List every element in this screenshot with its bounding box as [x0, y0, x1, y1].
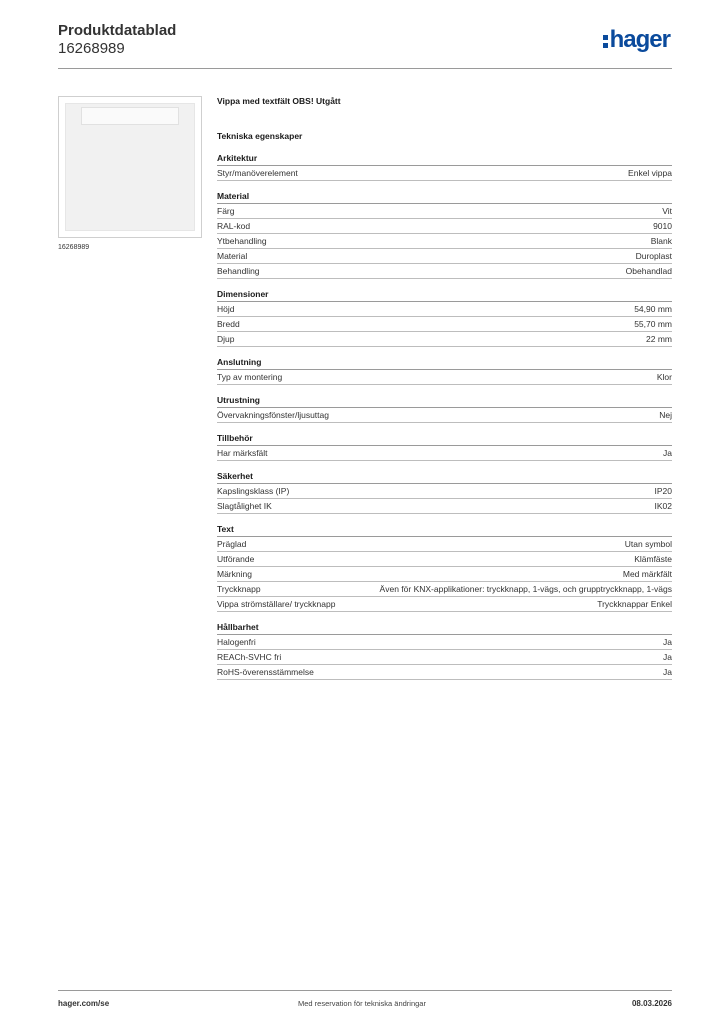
- label-field-window: [81, 107, 179, 125]
- spec-key: Tryckknapp: [217, 584, 261, 594]
- logo-dots-icon: [603, 35, 608, 48]
- spec-row: [217, 408, 672, 423]
- spec-group: [217, 524, 672, 612]
- footer-website: hager.com/se: [58, 999, 110, 1008]
- footer-divider: [58, 990, 672, 991]
- spec-group: [217, 153, 672, 181]
- spec-group-title: Hållbarhet: [217, 622, 672, 635]
- spec-key: Övervakningsfönster/ljusuttag: [217, 410, 329, 420]
- spec-value: Ja: [663, 448, 672, 458]
- spec-row: [217, 219, 672, 234]
- spec-row: [217, 597, 672, 612]
- header-divider: [58, 68, 672, 69]
- spec-row: [217, 665, 672, 680]
- spec-group-title: Material: [217, 191, 672, 204]
- spec-row: [217, 370, 672, 385]
- spec-value: IK02: [654, 501, 672, 511]
- spec-row: [217, 552, 672, 567]
- spec-key: Vippa strömställare/ tryckknapp: [217, 599, 336, 609]
- spec-key: Djup: [217, 334, 235, 344]
- spec-value: Nej: [659, 410, 672, 420]
- spec-row: [217, 484, 672, 499]
- spec-key: Märkning: [217, 569, 252, 579]
- spec-row: [217, 446, 672, 461]
- spec-value: 22 mm: [646, 334, 672, 344]
- spec-group-title: Text: [217, 524, 672, 537]
- spec-content: [217, 96, 672, 690]
- spec-value: Duroplast: [635, 251, 672, 261]
- spec-group-title: Tillbehör: [217, 433, 672, 446]
- hager-logo: [603, 28, 670, 52]
- switch-plate-image: [65, 103, 195, 231]
- spec-group: [217, 357, 672, 385]
- spec-group-title: Arkitektur: [217, 153, 672, 166]
- spec-key: Bredd: [217, 319, 240, 329]
- spec-key: Slagtålighet IK: [217, 501, 272, 511]
- footer-date: 08.03.2026: [631, 999, 672, 1008]
- spec-key: Typ av montering: [217, 372, 283, 382]
- spec-group-title: Säkerhet: [217, 471, 672, 484]
- spec-key: Ytbehandling: [217, 236, 267, 246]
- spec-value: Klämfäste: [634, 554, 672, 564]
- spec-group-title: Dimensioner: [217, 289, 672, 302]
- spec-value: Ja: [663, 652, 672, 662]
- image-caption: 16268989: [58, 244, 90, 251]
- page-header: [58, 20, 672, 70]
- spec-row: [217, 317, 672, 332]
- spec-key: Styr/manöverelement: [217, 168, 298, 178]
- spec-key: Halogenfri: [217, 637, 256, 647]
- spec-group: [217, 433, 672, 461]
- spec-key: RAL-kod: [217, 221, 251, 231]
- spec-row: [217, 635, 672, 650]
- spec-row: [217, 249, 672, 264]
- spec-group: [217, 622, 672, 680]
- spec-value: 55,70 mm: [634, 319, 672, 329]
- spec-groups: [217, 153, 672, 680]
- spec-key: RoHS-överensstämmelse: [217, 667, 314, 677]
- spec-row: [217, 650, 672, 665]
- spec-value: Enkel vippa: [628, 168, 672, 178]
- spec-value: Även för KNX-applikationer: tryckknapp, 1-vägs, och grupptryckknapp, 1-vägs: [379, 584, 672, 594]
- section-heading: Tekniska egenskaper: [217, 131, 303, 141]
- spec-group: [217, 395, 672, 423]
- spec-value: Klor: [656, 372, 672, 382]
- spec-key: Kapslingsklass (IP): [217, 486, 290, 496]
- spec-row: [217, 582, 672, 597]
- spec-row: [217, 537, 672, 552]
- spec-key: Präglad: [217, 539, 247, 549]
- document-title: Produktdatablad: [58, 22, 177, 39]
- spec-group-title: Utrustning: [217, 395, 672, 408]
- spec-row: [217, 332, 672, 347]
- logo-text: hager: [609, 26, 670, 53]
- spec-value: Med märkfält: [622, 569, 672, 579]
- spec-key: Har märksfält: [217, 448, 268, 458]
- spec-row: [217, 567, 672, 582]
- spec-value: Obehandlad: [625, 266, 672, 276]
- spec-group: [217, 191, 672, 279]
- spec-key: Höjd: [217, 304, 235, 314]
- spec-key: REACh-SVHC fri: [217, 652, 282, 662]
- spec-key: Behandling: [217, 266, 260, 276]
- spec-key: Utförande: [217, 554, 255, 564]
- spec-row: [217, 234, 672, 249]
- product-title: Vippa med textfält OBS! Utgått: [217, 96, 341, 106]
- spec-value: Ja: [663, 667, 672, 677]
- spec-value: 9010: [653, 221, 672, 231]
- spec-value: Tryckknappar Enkel: [597, 599, 672, 609]
- product-image: [58, 96, 202, 238]
- spec-value: IP20: [654, 486, 672, 496]
- spec-row: [217, 166, 672, 181]
- spec-key: Material: [217, 251, 248, 261]
- spec-value: Blank: [650, 236, 672, 246]
- spec-group: [217, 289, 672, 347]
- spec-row: [217, 204, 672, 219]
- spec-value: Ja: [663, 637, 672, 647]
- spec-value: 54,90 mm: [634, 304, 672, 314]
- spec-key: Färg: [217, 206, 235, 216]
- spec-value: Utan symbol: [624, 539, 672, 549]
- spec-row: [217, 264, 672, 279]
- spec-value: Vit: [662, 206, 672, 216]
- document-number: 16268989: [58, 40, 125, 57]
- spec-row: [217, 302, 672, 317]
- footer-note: Med reservation för tekniska ändringar: [298, 999, 426, 1008]
- spec-group-title: Anslutning: [217, 357, 672, 370]
- spec-row: [217, 499, 672, 514]
- spec-group: [217, 471, 672, 514]
